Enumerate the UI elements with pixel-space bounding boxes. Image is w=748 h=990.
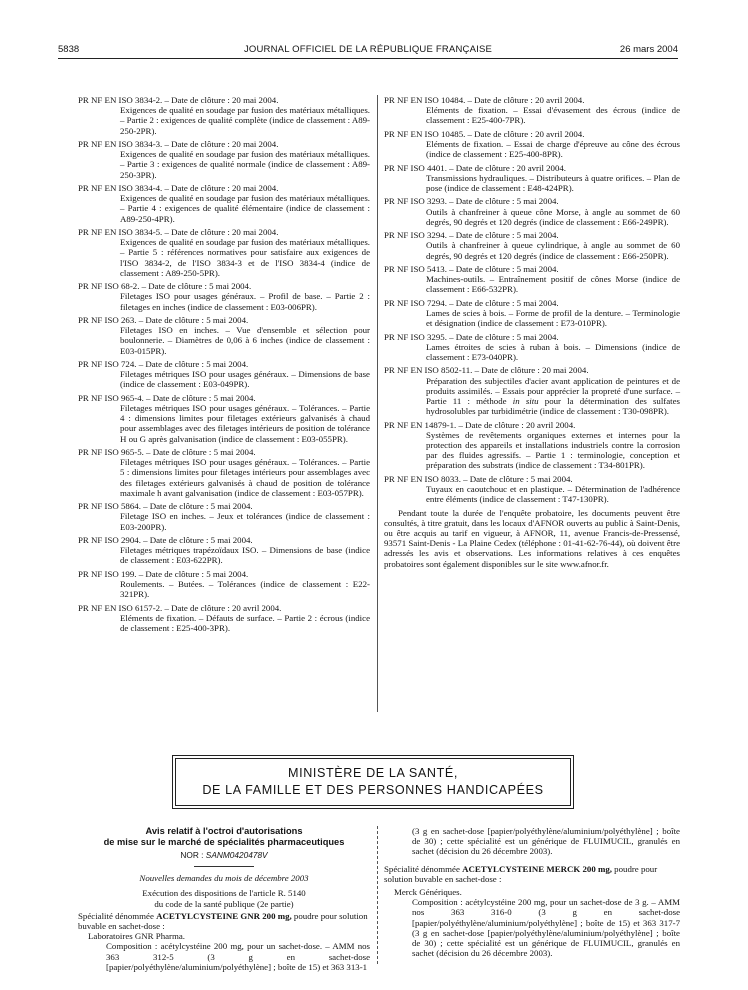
standard-entry	[78, 183, 370, 224]
standard-entry	[78, 315, 370, 356]
entry-heading: PR NF ISO 4401. – Date de clôture : 20 avril 2004.	[384, 162, 567, 173]
ministry-line-2: DE LA FAMILLE ET DES PERSONNES HANDICAPÉES	[202, 783, 544, 797]
standard-entry	[384, 129, 680, 160]
entry-description: Eléments de fixation. – Essai de charge d'épreuve au cône des écrous (indice de classement : E25-400-8PR).	[426, 139, 680, 160]
entry-heading: PR NF ISO 263. – Date de clôture : 5 mai 2004.	[78, 315, 249, 325]
avis-title	[78, 826, 370, 848]
left-column	[78, 95, 370, 636]
section-title: Nouvelles demandes du mois de décembre 2003	[139, 873, 309, 884]
entry-heading: PR NF ISO 5864. – Date de clôture : 5 mai 2004.	[78, 501, 253, 512]
entry-heading: PR NF ISO 7294. – Date de clôture : 5 mai 2004.	[384, 297, 559, 308]
entry-heading: PR NF EN ISO 8502-11. – Date de clôture : 20 mai 2004.	[384, 365, 589, 376]
standard-entry	[78, 95, 370, 136]
entry-heading: PR NF ISO 3295. – Date de clôture : 5 mai 2004.	[384, 331, 559, 342]
entry-description: Outils à chanfreiner à queue cylindrique, à angle au sommet de 60 degrés, 90 degrés et 120 degrés (indice de classement : E66-250PR).	[426, 240, 680, 261]
standard-entry	[384, 95, 680, 126]
standard-entry	[384, 298, 680, 329]
avis-title-line-1: Avis relatif à l'octroi d'autorisations	[145, 826, 303, 836]
nor-label: NOR :	[180, 850, 204, 860]
entry-description: Filetages métriques trapézoïdaux ISO. – Dimensions de base (indice de classement : E03-622PR).	[120, 545, 370, 566]
standard-entry	[78, 139, 370, 180]
speciality-suffix: poudre pour solution buvable en sachet-dose :	[78, 910, 368, 932]
entry-heading: PR NF ISO 724. – Date de clôture : 5 mai 2004.	[78, 359, 249, 369]
standard-entry	[78, 535, 370, 566]
entry-description	[384, 376, 680, 417]
speciality-name: ACETYLCYSTEINE MERCK 200 mg,	[462, 863, 612, 874]
standard-entry	[78, 359, 370, 390]
avis-left-column	[78, 826, 370, 972]
standard-entry	[78, 447, 370, 498]
standard-entry	[78, 227, 370, 278]
standard-entry	[78, 501, 370, 532]
closing-paragraph: Pendant toute la durée de l'enquête probatoire, les documents peuvent être consultés, à titre gratuit, dans les locaux d'AFNOR ouverts au public à Saint-Denis, ou être acquis au tarif en vigueur, à AFNOR, 11, avenue Francis-de-Pressensé, 93571 Saint-Denis - La Plaine Cedex (téléphone : 01-41-62-76-44), où doivent être adressés les avis et observations. Les informations relatives à ces enquêtes probatoires sont également disponibles sur le site www.afnor.fr.	[384, 507, 680, 569]
header-rule	[58, 58, 678, 59]
entry-description: Exigences de qualité en soudage par fusion des matériaux métalliques. – Partie 5 : références normatives pour satisfaire aux exigences de l'ISO 3834-2, de l'ISO 3834-3 et de l'ISO 3834-4 (indice de classement : A89-250-5PR).	[120, 237, 370, 278]
page-header	[58, 44, 678, 58]
entry-description: Eléments de fixation. – Défauts de surface. – Partie 2 : écrous (indice de classement : E25-400-3PR).	[120, 612, 370, 633]
composition-continuation: (3 g en sachet-dose [papier/polyéthylène/aluminium/polyéthylène] ; boîte de 30) ; cette spécialité est un générique de FLUIMUCIL, granulés en sachet (décision du 26 décembre 2003).	[412, 826, 680, 857]
standard-entry	[384, 196, 680, 227]
entry-heading: PR NF ISO 68-2. – Date de clôture : 5 mai 2004.	[78, 281, 252, 292]
avis-title-line-2: de mise sur le marché de spécialités pharmaceutiques	[103, 837, 345, 847]
composition-text: Composition : acétylcystéine 200 mg, pour un sachet-dose de 3 g. – AMM nos 363 316-0 (3 g en sachet-dose [papier/polyéthylène/aluminium/polyéthylène] ; boîte de 15) et 363 317-7 (3 g en sachet-dose [papier/polyéthylène/aluminium/polyéthylène] ; boîte de 30) ; cette spécialité est un générique de FLUIMUCIL, granulés en sachet (décision du 26 décembre 2003).	[412, 897, 680, 959]
entry-description: Filetages ISO en inches. – Vue d'ensemble et sélection pour boulonnerie. – Diamètres de 0,06 à 6 inches (indice de classement : E03-015PR).	[120, 325, 370, 356]
ministry-line-1: MINISTÈRE DE LA SANTÉ,	[288, 766, 458, 780]
entry-heading: PR NF ISO 965-4. – Date de clôture : 5 mai 2004.	[78, 392, 256, 403]
description-text: Préparation des subjectiles d'acier avant application de peintures et de produits assimilés. – Essais pour apprécier la propreté d'une surface. – Partie 11 : méthode	[426, 375, 680, 406]
entry-heading: PR NF ISO 3294. – Date de clôture : 5 mai 2004.	[384, 230, 559, 241]
speciality-prefix: Spécialité dénommée	[78, 910, 157, 921]
entry-heading: PR NF EN ISO 3834-5. – Date de clôture : 20 mai 2004.	[78, 227, 279, 237]
entry-heading: PR NF EN ISO 10485. – Date de clôture : 20 avril 2004.	[384, 128, 585, 139]
entry-description: Roulements. – Butées. – Tolérances (indice de classement : E22-321PR).	[120, 579, 370, 600]
entry-heading: PR NF EN ISO 3834-4. – Date de clôture : 20 mai 2004.	[78, 183, 279, 193]
entry-heading: PR NF EN 14879-1. – Date de clôture : 20 avril 2004.	[384, 419, 576, 430]
standard-entry	[384, 420, 680, 471]
speciality-heading	[384, 864, 680, 884]
page-number: 5838	[58, 44, 80, 55]
speciality-name: ACETYLCYSTEINE GNR 200 mg,	[156, 910, 292, 921]
entry-description: Filetages ISO pour usages généraux. – Profil de base. – Partie 2 : filetages en inches (indice de classement : E03-006PR).	[120, 291, 370, 312]
entry-description: Systèmes de revêtements organiques externes et internes pour la protection des appareils et installations industriels contre la corrosion par des fluides agressifs. – Partie 1 : terminologie, conception et préparation des substrats (indice de classement : T34-801PR).	[426, 429, 680, 471]
entry-description: Transmissions hydrauliques. – Distributeurs à quatre orifices. – Plan de pose (indice de classement : E48-424PR).	[426, 172, 680, 193]
nor-code: SANM0420478V	[205, 850, 268, 860]
standard-entry	[78, 603, 370, 634]
standard-entry	[384, 230, 680, 261]
nor-reference	[78, 850, 370, 860]
standard-entry	[78, 281, 370, 312]
entry-description: Filetages métriques ISO pour usages généraux. – Tolérances. – Partie 5 : dimensions limites pour filetages intérieurs pour assemblages avec des filetages extérieurs galvanisés à chaud de position de tolérance maximale h avant galvanisation (indice de classement : E03-057PR).	[120, 457, 370, 498]
entry-description: Filetages métriques ISO pour usages généraux. – Tolérances. – Partie 4 : dimensions limites pour filetages extérieurs galvanisés à chaud pour assemblages avec des filetages intérieurs de position de tolérance H ou G après galvanisation (indice de classement : E03-055PR).	[120, 403, 370, 444]
entry-heading: PR NF EN ISO 3834-2. – Date de clôture : 20 mai 2004.	[78, 95, 279, 105]
entry-description: Exigences de qualité en soudage par fusion des matériaux métalliques. – Partie 4 : exigences de qualité élémentaire (indice de classement : A89-250-4PR).	[120, 193, 370, 224]
laboratory-name: Merck Génériques.	[394, 887, 462, 898]
italic-term: in situ	[512, 395, 539, 406]
standard-entry	[384, 332, 680, 363]
column-divider	[377, 95, 378, 712]
entry-description: Lames étroites de scies à ruban à bois. – Dimensions (indice de classement : E73-040PR).	[426, 341, 680, 362]
execution-note	[78, 888, 370, 908]
laboratory-name: Laboratoires GNR Pharma.	[88, 931, 186, 942]
entry-heading: PR NF EN ISO 10484. – Date de clôture : 20 avril 2004.	[384, 95, 585, 105]
speciality-heading	[78, 911, 370, 931]
entry-heading: PR NF ISO 3293. – Date de clôture : 5 mai 2004.	[384, 196, 559, 207]
ministry-heading-box	[175, 758, 571, 806]
journal-title: JOURNAL OFFICIEL DE LA RÉPUBLIQUE FRANÇAISE	[243, 44, 493, 55]
entry-heading: PR NF EN ISO 3834-3. – Date de clôture : 20 mai 2004.	[78, 139, 279, 149]
standard-entry	[78, 569, 370, 600]
entry-heading: PR NF ISO 5413. – Date de clôture : 5 mai 2004.	[384, 263, 559, 274]
description-text: pour la détermination des sulfates hydrosolubles par turbidimétrie (indice de classement : T30-098PR).	[426, 395, 680, 417]
entry-heading: PR NF ISO 2904. – Date de clôture : 5 mai 2004.	[78, 535, 253, 545]
title-separator	[194, 866, 254, 867]
standard-entry	[384, 474, 680, 505]
entry-description: Lames de scies à bois. – Forme de profil de la denture. – Terminologie et désignation (indice de classement : E73-010PR).	[426, 307, 680, 329]
column-divider	[377, 826, 378, 964]
right-column	[384, 95, 680, 569]
entry-heading: PR NF EN ISO 8033. – Date de clôture : 5 mai 2004.	[384, 473, 573, 484]
standard-entry	[78, 393, 370, 444]
entry-description: Filetage ISO en inches. – Jeux et tolérances (indice de classement : E03-200PR).	[120, 511, 370, 532]
entry-description: Outils à chanfreiner à queue cône Morse, à angle au sommet de 60 degrés, 90 degrés et 120 degrés (indice de classement : E66-249PR).	[426, 206, 680, 227]
speciality-suffix: poudre pour solution buvable en sachet-dose :	[384, 863, 658, 884]
execution-line-1: Exécution des dispositions de l'article R. 5140	[142, 888, 306, 899]
avis-right-column	[384, 826, 680, 958]
composition-text: Composition : acétylcystéine 200 mg, pour un sachet-dose. – AMM nos 363 312-5 (3 g en sachet-dose [papier/polyéthylène/aluminium/polyéthylène] ; boîte de 15) et 363 313-1	[106, 941, 370, 972]
entry-description: Eléments de fixation. – Essai d'évasement des écrous (indice de classement : E25-400-7PR).	[426, 105, 680, 126]
entry-heading: PR NF EN ISO 6157-2. – Date de clôture : 20 avril 2004.	[78, 602, 282, 613]
entry-heading: PR NF ISO 965-5. – Date de clôture : 5 mai 2004.	[78, 447, 256, 457]
execution-line-2: du code de la santé publique (2e partie)	[154, 898, 294, 909]
issue-date: 26 mars 2004	[619, 44, 678, 55]
entry-description: Exigences de qualité en soudage par fusion des matériaux métalliques. – Partie 3 : exigences de qualité normale (indice de classement : A89-250-3PR).	[120, 149, 370, 180]
entry-description: Machines-outils. – Entraînement positif de cônes Morse (indice de classement : E66-532PR).	[426, 274, 680, 295]
entry-description: Exigences de qualité en soudage par fusion des matériaux métalliques. – Partie 2 : exigences de qualité complète (indice de classement : A89-250-2PR).	[120, 105, 370, 136]
standard-entry	[384, 365, 680, 416]
standard-entry	[384, 264, 680, 295]
entry-heading: PR NF ISO 199. – Date de clôture : 5 mai 2004.	[78, 568, 249, 579]
entry-description: Tuyaux en caoutchouc et en plastique. – Détermination de l'adhérence entre éléments (indice de classement : T47-130PR).	[426, 483, 680, 505]
speciality-prefix: Spécialité dénommée	[384, 863, 463, 874]
entry-description: Filetages métriques ISO pour usages généraux. – Dimensions de base (indice de classement : E03-049PR).	[120, 369, 370, 390]
standard-entry	[384, 163, 680, 194]
